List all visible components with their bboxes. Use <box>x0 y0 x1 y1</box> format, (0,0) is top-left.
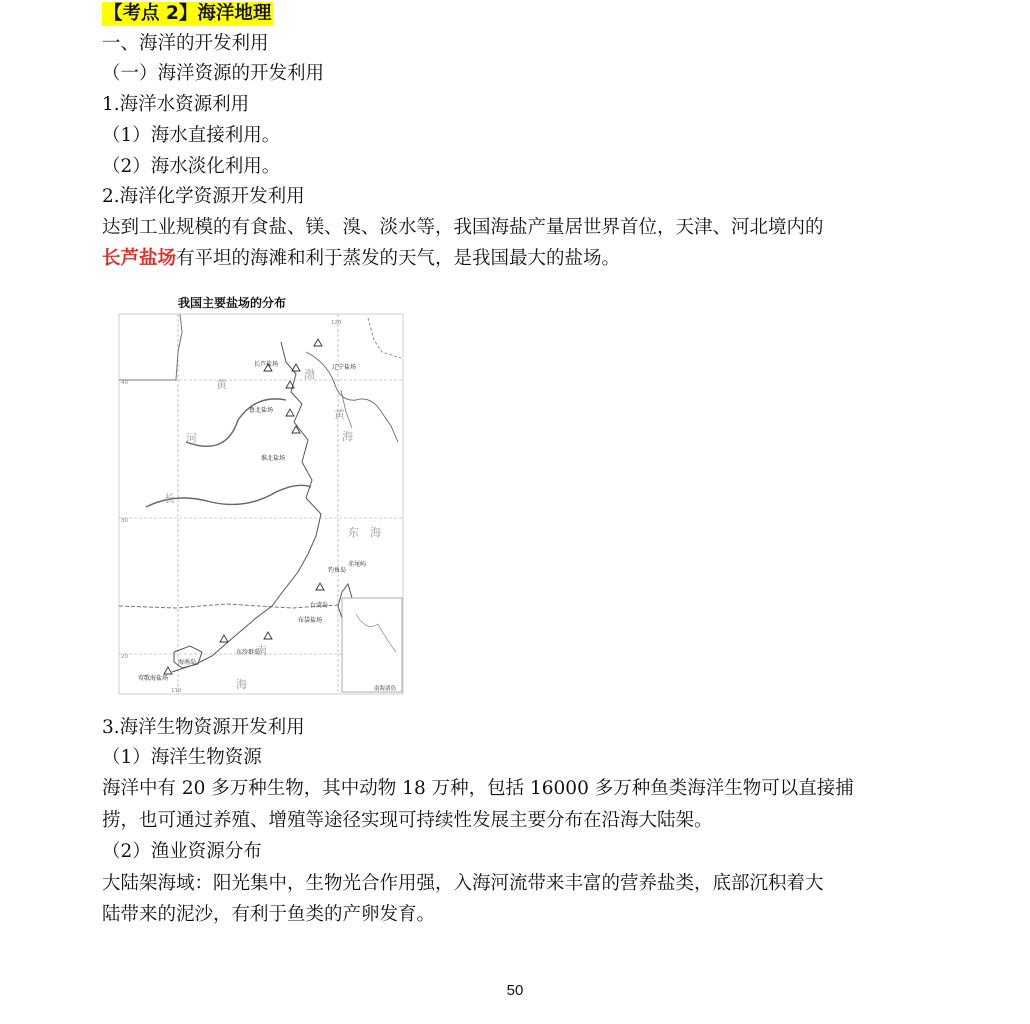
label-taiwan: 台湾岛 <box>310 602 329 609</box>
item-line: （2）海水淡化利用。 <box>102 156 281 177</box>
label-huang-sea-1: 黄 <box>334 408 345 421</box>
label-huaibei: 淮北盐场 <box>261 455 286 462</box>
item-title: 1.海洋水资源利用 <box>102 94 250 115</box>
item-line: （1）海水直接利用。 <box>102 125 281 146</box>
map-title: 我国主要盐场的分布 <box>178 296 287 310</box>
paragraph-line: 海洋中有 20 多万种生物，其中动物 18 万种，包括 16000 多万种鱼类海洋生物可以直接捕 <box>102 778 854 799</box>
label-chiwei: 赤尾屿 <box>348 561 367 568</box>
paragraph-text: 有平坦的海滩和利于蒸发的天气，是我国最大的盐场。 <box>176 248 621 269</box>
paragraph-line <box>102 247 620 271</box>
page-number: 50 <box>506 982 524 999</box>
label-huang-sea-2: 海 <box>342 430 353 443</box>
paragraph-line: 大陆架海域：阳光集中，生物光合作用强，入海河流带来丰富的营养盐类，底部沉积着大 <box>102 873 824 894</box>
item-title: 3.海洋生物资源开发利用 <box>102 717 305 738</box>
label-lat-30: 30 <box>121 518 128 524</box>
label-lon-110: 110 <box>171 688 182 694</box>
label-bo-sea: 渤 <box>304 368 315 381</box>
label-lat-20: 20 <box>121 654 128 660</box>
highlight-term: 长芦盐场 <box>102 248 177 269</box>
section-title: 一、海洋的开发利用 <box>102 33 269 54</box>
salt-field-map <box>116 292 406 696</box>
label-liaoning: 辽宁盐场 <box>332 364 357 371</box>
paragraph-line: 达到工业规模的有食盐、镁、溴、淡水等，我国海盐产量居世界首位，天津、河北境内的 <box>102 217 824 238</box>
label-nan-sea-2: 海 <box>236 678 247 691</box>
label-lon-120: 120 <box>331 320 342 326</box>
label-dongsha: 东沙群岛 <box>236 649 261 656</box>
label-hainan: 海南岛 <box>178 659 197 666</box>
label-chang-river: 长 <box>164 492 175 505</box>
item-title: 2.海洋化学资源开发利用 <box>102 186 305 207</box>
label-nan-sea-1: 南 <box>256 644 267 657</box>
item-line: （1）海洋生物资源 <box>102 747 262 768</box>
label-lubei: 鲁北盐场 <box>249 407 274 414</box>
label-dong-sea-1: 东 <box>348 526 359 539</box>
item-line: （2）渔业资源分布 <box>102 841 262 862</box>
label-budai: 布袋盐场 <box>298 617 323 624</box>
section-heading: 【考点 2】海洋地理 <box>104 3 272 24</box>
label-huang-river-1: 黄 <box>216 378 227 391</box>
label-changlu: 长芦盐场 <box>254 361 279 368</box>
paragraph-line: 陆带来的泥沙，有利于鱼类的产卵发育。 <box>102 904 436 925</box>
label-lat-40: 40 <box>121 380 128 386</box>
label-nanhai-islands: 南海诸岛 <box>374 686 397 692</box>
label-diaoyu: 钓鱼岛 <box>328 567 347 574</box>
subsection-title: （一）海洋资源的开发利用 <box>102 63 325 84</box>
label-yingge: 莺歌海盐场 <box>138 675 169 682</box>
paragraph-line: 捞，也可通过养殖、增殖等途径实现可持续性发展主要分布在沿海大陆架。 <box>102 810 713 831</box>
label-huang-river-2: 河 <box>186 432 197 445</box>
label-dong-sea-2: 海 <box>370 526 381 539</box>
